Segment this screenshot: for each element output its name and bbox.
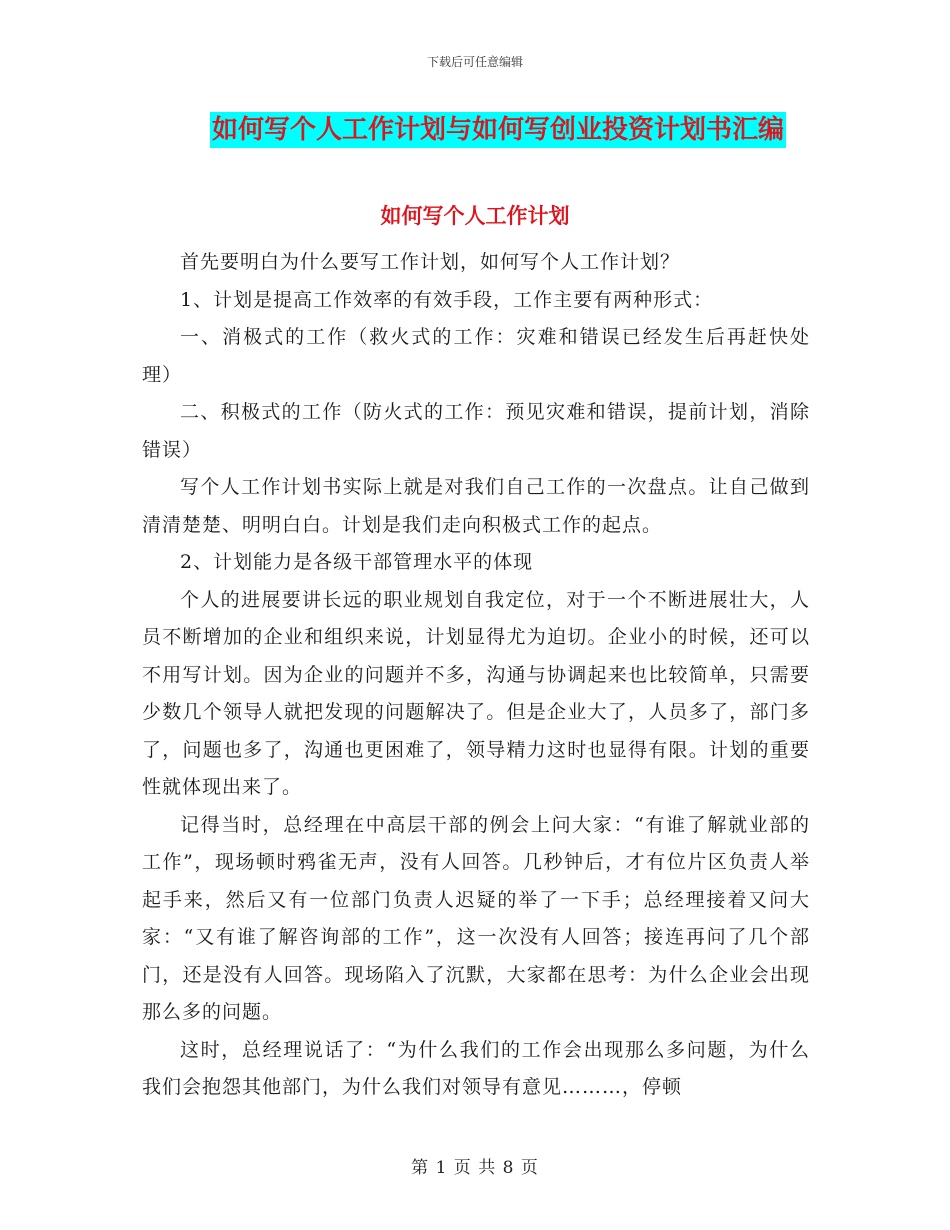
paragraph: 二、积极式的工作（防火式的工作：预见灾难和错误，提前计划，消除错误）: [142, 401, 810, 461]
document-body: [142, 244, 810, 1107]
paragraph: 1、计划是提高工作效率的有效手段，工作主要有两种形式：: [180, 288, 714, 311]
paragraph: 一、消极式的工作（救火式的工作：灾难和错误已经发生后再赶快处理）: [142, 326, 810, 386]
document-main-title: 如何写个人工作计划与如何写创业投资计划书汇编: [210, 112, 786, 148]
paragraph: 写个人工作计划书实际上就是对我们自己工作的一次盘点。让自己做到清清楚楚、明明白白。计划是我们走向积极式工作的起点。: [142, 476, 810, 536]
main-title-container: [0, 112, 950, 148]
page-header-note: 下载后可任意编辑: [426, 55, 523, 69]
paragraph: 首先要明白为什么要写工作计划，如何写个人工作计划？: [180, 251, 681, 273]
paragraph: 这时，总经理说话了：“为什么我们的工作会出现那么多问题，为什么我们会抱怨其他部门，为什么我们对领导有意见………，停顿: [142, 1038, 810, 1098]
paragraph: 记得当时，总经理在中高层干部的例会上问大家：“有谁了解就业部的工作”，现场顿时鸦雀无声，没有人回答。几秒钟后，才有位片区负责人举起手来，然后又有一位部门负责人迟疑的举了一下手；总经理接着又问大家：“又有谁了解咨询部的工作”，这一次没有人回答；接连再问了几个部门，还是没有人回答。现场陷入了沉默，大家都在思考：为什么企业会出现那么多的问题。: [142, 813, 810, 1023]
section-title: 如何写个人工作计划: [380, 204, 570, 228]
paragraph: 2、计划能力是各级干部管理水平的体现: [180, 551, 534, 573]
paragraph: 个人的进展要讲长远的职业规划自我定位，对于一个不断进展壮大，人员不断增加的企业和组织来说，计划显得尤为迫切。企业小的时候，还可以不用写计划。因为企业的问题并不多，沟通与协调起来也比较简单，只需要少数几个领导人就把发现的问题解决了。但是企业大了，人员多了，部门多了，问题也多了，沟通也更困难了，领导精力这时也显得有限。计划的重要性就体现出来了。: [142, 588, 810, 798]
page-number-footer: 第 1 页 共 8 页: [411, 1158, 539, 1178]
